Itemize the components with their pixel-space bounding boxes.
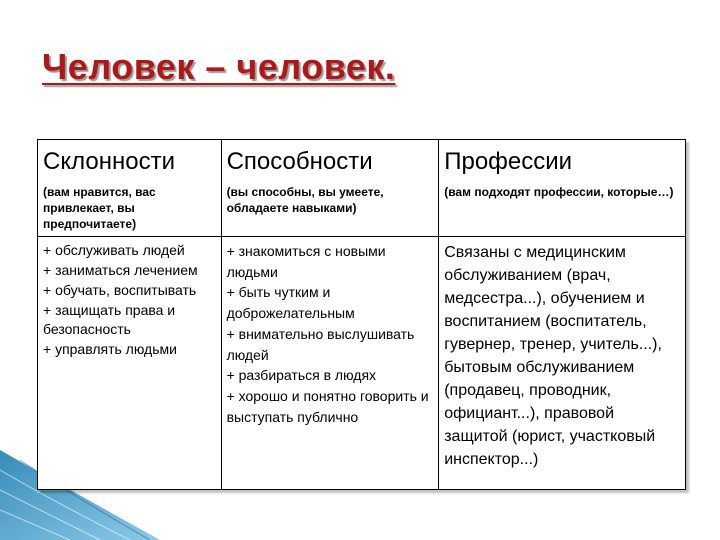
professions-cell — [439, 237, 686, 490]
list-item: + защищать права и безопасность — [43, 302, 176, 337]
professions-text: Связаны с медицинским обслуживанием (врач, медсестра...), обучением и воспитанием (воспитатель, гувернер, тренер, учитель...), бытовым обслуживанием (продавец, проводник, официант...), правовой защитой (юрист, участковый инспектор...) — [444, 244, 662, 468]
column-header: Способности — [226, 148, 373, 175]
list-item: + внимательно выслушивать людей — [226, 325, 415, 363]
table-body-row — [38, 237, 686, 490]
list-item: + заниматься лечением — [43, 262, 198, 278]
column-header: Склонности — [43, 148, 175, 175]
header-cell-inclinations — [38, 140, 222, 237]
header-cell-abilities — [221, 140, 439, 237]
column-note: (вам нравится, вас привлекает, вы предпочитаете) — [43, 185, 156, 231]
list-item: + управлять людьми — [43, 341, 177, 357]
page-title: Человек – человек. — [42, 46, 396, 87]
list-item: + быть чутким и доброжелательным — [226, 284, 355, 322]
list-item: + хорошо и понятно говорить и выступать публично — [226, 387, 429, 425]
column-header: Профессии — [444, 148, 573, 175]
list-item: + обслуживать людей — [43, 242, 185, 258]
header-cell-professions — [439, 140, 686, 237]
list-item: + обучать, воспитывать — [43, 282, 197, 298]
list-item: + разбираться в людях — [226, 367, 377, 384]
abilities-list — [227, 241, 434, 427]
info-table — [37, 139, 686, 490]
column-note: (вам подходят профессии, которые…) — [444, 185, 674, 199]
inclinations-list — [43, 241, 216, 359]
list-item: + знакомиться с новыми людьми — [226, 243, 386, 280]
inclinations-cell — [38, 237, 222, 490]
table-header-row — [38, 140, 686, 237]
column-note: (вы способны, вы умеете, обладаете навыками) — [226, 185, 384, 215]
abilities-cell — [221, 237, 439, 490]
